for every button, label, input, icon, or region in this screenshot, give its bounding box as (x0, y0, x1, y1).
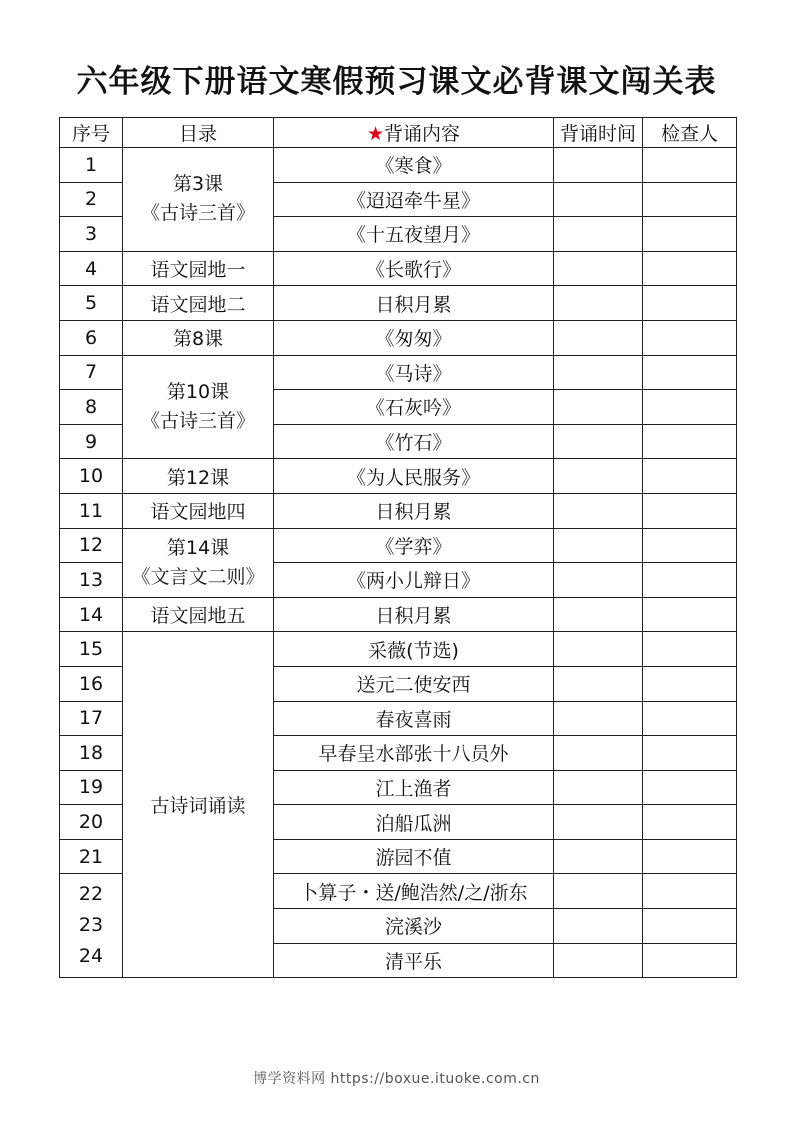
time-cell[interactable] (554, 182, 643, 217)
checker-cell[interactable] (643, 390, 737, 425)
header-checker: 检查人 (643, 118, 737, 148)
time-cell[interactable] (554, 770, 643, 805)
time-cell[interactable] (554, 148, 643, 183)
content-cell: 《迢迢牵牛星》 (274, 182, 554, 217)
table-row (60, 286, 737, 321)
row-number: 20 (60, 805, 123, 840)
checker-cell[interactable] (643, 528, 737, 563)
time-cell[interactable] (554, 217, 643, 252)
content-cell: 春夜喜雨 (274, 701, 554, 736)
content-cell: 《学弈》 (274, 528, 554, 563)
row-number: 21 (60, 839, 123, 874)
row-number: 17 (60, 701, 123, 736)
table-row (60, 459, 737, 494)
content-cell: 《两小儿辩日》 (274, 563, 554, 598)
checker-cell[interactable] (643, 805, 737, 840)
time-cell[interactable] (554, 320, 643, 355)
content-cell: 《为人民服务》 (274, 459, 554, 494)
catalog-cell (123, 355, 274, 459)
checker-cell[interactable] (643, 148, 737, 183)
footer-source-text: 博学资料网 https://boxue.ituoke.com.cn (253, 1071, 540, 1087)
time-cell[interactable] (554, 563, 643, 598)
row-number: 12 (60, 528, 123, 563)
checker-cell[interactable] (643, 736, 737, 771)
row-number: 10 (60, 459, 123, 494)
recitation-table (59, 117, 737, 978)
catalog-title: 《古诗三首》 (140, 409, 255, 432)
row-number: 5 (60, 286, 123, 321)
table-row (60, 528, 737, 563)
content-cell: 《十五夜望月》 (274, 217, 554, 252)
catalog-lesson: 第10课 (166, 380, 230, 403)
content-cell: 卜算子・送/鲍浩然/之/浙东 (274, 874, 554, 909)
catalog-cell: 第8课 (123, 320, 274, 355)
checker-cell[interactable] (643, 286, 737, 321)
checker-cell[interactable] (643, 424, 737, 459)
time-cell[interactable] (554, 874, 643, 909)
time-cell[interactable] (554, 424, 643, 459)
checker-cell[interactable] (643, 943, 737, 978)
content-cell: 日积月累 (274, 493, 554, 528)
checker-cell[interactable] (643, 182, 737, 217)
content-cell: 《石灰吟》 (274, 390, 554, 425)
table-row (60, 320, 737, 355)
header-content-label: 背诵内容 (384, 123, 461, 145)
checker-cell[interactable] (643, 217, 737, 252)
catalog-cell: 语文园地五 (123, 597, 274, 632)
checker-cell[interactable] (643, 493, 737, 528)
row-number: 3 (60, 217, 123, 252)
checker-cell[interactable] (643, 909, 737, 944)
table-row (60, 148, 737, 183)
table-row (60, 251, 737, 286)
checker-cell[interactable] (643, 597, 737, 632)
checker-cell[interactable] (643, 874, 737, 909)
catalog-cell (123, 528, 274, 597)
row-number: 16 (60, 666, 123, 701)
content-cell: 《匆匆》 (274, 320, 554, 355)
time-cell[interactable] (554, 666, 643, 701)
time-cell[interactable] (554, 839, 643, 874)
time-cell[interactable] (554, 459, 643, 494)
table-row (60, 493, 737, 528)
content-cell: 《竹石》 (274, 424, 554, 459)
row-number: 4 (60, 251, 123, 286)
catalog-cell: 语文园地二 (123, 286, 274, 321)
checker-cell[interactable] (643, 666, 737, 701)
time-cell[interactable] (554, 909, 643, 944)
content-cell: 送元二使安西 (274, 666, 554, 701)
content-cell: 日积月累 (274, 286, 554, 321)
time-cell[interactable] (554, 528, 643, 563)
row-number: 9 (60, 424, 123, 459)
catalog-cell: 第12课 (123, 459, 274, 494)
content-cell: 江上渔者 (274, 770, 554, 805)
checker-cell[interactable] (643, 320, 737, 355)
row-number: 13 (60, 563, 123, 598)
time-cell[interactable] (554, 632, 643, 667)
row-number: 1 (60, 148, 123, 183)
content-cell: 泊船瓜洲 (274, 805, 554, 840)
catalog-title: 《文言文二则》 (131, 565, 265, 588)
time-cell[interactable] (554, 493, 643, 528)
table-row (60, 597, 737, 632)
row-number: 19 (60, 770, 123, 805)
time-cell[interactable] (554, 597, 643, 632)
row-number: 2 (60, 182, 123, 217)
content-cell: 浣溪沙 (274, 909, 554, 944)
header-row (60, 118, 737, 148)
time-cell[interactable] (554, 355, 643, 390)
table-row (60, 355, 737, 390)
catalog-lesson: 第3课 (172, 173, 224, 196)
time-cell[interactable] (554, 701, 643, 736)
content-cell: 采薇(节选) (274, 632, 554, 667)
page-title: 六年级下册语文寒假预习课文必背课文闯关表 (76, 64, 717, 100)
content-cell: 清平乐 (274, 943, 554, 978)
content-cell: 《长歌行》 (274, 251, 554, 286)
time-cell[interactable] (554, 286, 643, 321)
time-cell[interactable] (554, 251, 643, 286)
table-row (60, 632, 737, 667)
checker-cell[interactable] (643, 251, 737, 286)
checker-cell[interactable] (643, 701, 737, 736)
header-catalog: 目录 (123, 118, 274, 148)
checker-cell[interactable] (643, 563, 737, 598)
star-icon: ★ (366, 123, 385, 145)
header-time: 背诵时间 (554, 118, 643, 148)
catalog-cell (123, 148, 274, 252)
header-no: 序号 (60, 118, 123, 148)
header-content (274, 118, 554, 148)
time-cell[interactable] (554, 736, 643, 771)
row-number: 6 (60, 320, 123, 355)
catalog-lesson: 第14课 (166, 536, 230, 559)
row-number: 15 (60, 632, 123, 667)
content-cell: 早春呈水部张十八员外 (274, 736, 554, 771)
content-cell: 《寒食》 (274, 148, 554, 183)
catalog-cell: 语文园地一 (123, 251, 274, 286)
checker-cell[interactable] (643, 770, 737, 805)
time-cell[interactable] (554, 943, 643, 978)
row-number: 23 (78, 914, 104, 937)
row-number: 14 (60, 597, 123, 632)
content-cell: 游园不值 (274, 839, 554, 874)
catalog-cell: 语文园地四 (123, 493, 274, 528)
checker-cell[interactable] (643, 459, 737, 494)
time-cell[interactable] (554, 390, 643, 425)
checker-cell[interactable] (643, 632, 737, 667)
row-number: 11 (60, 493, 123, 528)
row-number: 18 (60, 736, 123, 771)
row-number-group (60, 874, 123, 978)
checker-cell[interactable] (643, 839, 737, 874)
row-number: 22 (78, 883, 104, 906)
catalog-cell: 古诗词诵读 (123, 632, 274, 978)
catalog-title: 《古诗三首》 (140, 202, 255, 225)
time-cell[interactable] (554, 805, 643, 840)
checker-cell[interactable] (643, 355, 737, 390)
content-cell: 《马诗》 (274, 355, 554, 390)
content-cell: 日积月累 (274, 597, 554, 632)
row-number: 7 (60, 355, 123, 390)
row-number: 24 (78, 945, 104, 968)
row-number: 8 (60, 390, 123, 425)
